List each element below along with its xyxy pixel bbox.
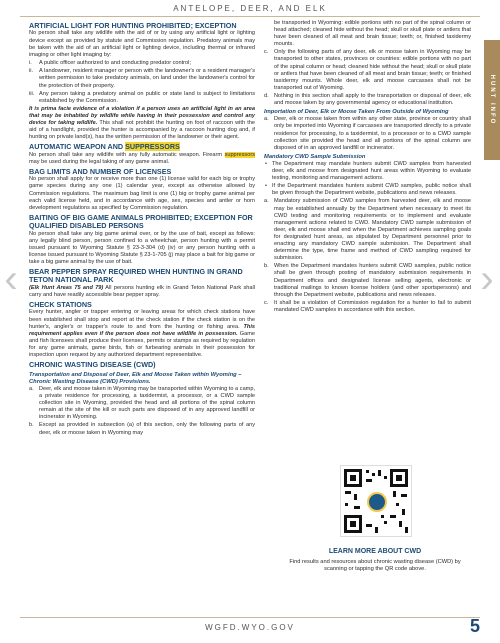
bullet-item: • If the Department mandates hunters submit CWD samples, public notice shall be given through the Department website, publications and news releases. [264,183,471,197]
next-page-arrow-icon[interactable]: › [480,257,494,301]
subheading: Transportation and Disposal of Deer, Elk and Moose Taken within Wyoming – Chronic Wasting Disease (CWD) Provisions. [29,371,242,385]
footer-url[interactable]: WGFD.WYO.GOV [205,623,295,632]
bullet-item: • The Department may mandate hunters submit CWD samples from harvested deer, elk and moose from designated hunt areas within Wyoming to evaluate testing, monitoring and management actions. [264,161,471,182]
list-item: c. Only the following parts of any deer, elk or moose taken in Wyoming may be transported to other states, provinces or countries: edible portions with no part of the spinal column or head; cleaned hide without the head; skull or skull plate or antlers that have been cleaned of all meat and brain tissue; teeth; or finished taxidermy mounts. Whole deer, elk and moose carcasses shall not be transported out of Wyoming. [264,49,471,91]
section-heading-check-stations: CHECK STATIONS [29,300,92,310]
list-item: a. Deer, elk or moose taken from within any other state, province or country shall only be imported into Wyoming if carcasses are transported directly to a private residence for processing, to a taxidermist, to a processor or to a CWD sample collection site provided the head and all portions of the spinal column are disposed of in an approved landfill or incinerator. [264,116,471,151]
wgfd-badge-icon [367,492,387,512]
list-item: c. It shall be a violation of Commission regulation for a hunter to fail to submit mandated CWD samples in accordance with this section. [264,299,471,313]
previous-page-arrow-icon[interactable]: ‹ [4,257,18,301]
paragraph: No person shall take any wildlife with any fully automatic weapon. Firearm suppressors may be used during the legal taking of any game animal. [29,151,255,165]
qr-code-image[interactable] [340,465,412,537]
highlighted-text: SUPPRESSORS [125,142,180,152]
page-number: 5 [469,616,480,636]
subheading-importation: Importation of Deer, Elk or Moose Taken From Outside of Wyoming [264,109,449,116]
section-heading-automatic-weapon: AUTOMATIC WEAPON AND SUPPRESSORS [29,142,180,152]
footer-divider [20,617,480,618]
section-heading-cwd: CHRONIC WASTING DISEASE (CWD) [29,360,156,370]
header-divider [20,16,480,17]
paragraph: No person shall take any big game animal over, or by the use of bait, except as follows: any legally blind person, person confined to a wheelchair, person hunting with a permit issued pursuant to Wyoming Statute § 23-3-304 (d) (iv) or any person hunting with a license issued pursuant to Wyoming Statute § 23-1-705 (j) may place a bait for big game or take a big game animal by the use of bait. [29,230,255,265]
list-item: a. Mandatory submission of CWD samples from harvested deer, elk and moose may be established annually by the Department when necessary to meet its CWD testing and monitoring requirements or to implement and evaluate management actions related to CWD. Mandatory CWD sample submission of deer, elk and moose shall end when the Department achieves sampling goals for designated hunt areas, as stipulated by Department personnel prior to enacting any mandatory CWD sample submission. The Department shall determine the type, time frame and method of CWD sampling required for submission. [264,198,471,262]
cwd-box-title: LEARN MORE ABOUT CWD [328,548,422,555]
list-item: ii. A landowner, resident manager or person with the landowner's or a resident manager's written permission to take predatory animals, on land under the landowner's control for the protection of their property. [29,68,255,89]
list-item-continued: be transported in Wyoming: edible portions with no part of the spinal column or head attached; cleaned hide without the head; skull or skull plate or antlers that have been cleaned of all meat and brain tissue; teeth; or, finished taxidermy mounts. [274,20,471,48]
right-column [264,20,471,315]
paragraph: No person shall take any wildlife with the aid of or by using any artificial light or lighting device except as provided by statute and Commission regulation. Predatory animals may be taken with the aid of an artificial light or lighting device, including thermal or infrared imaging or other light imaging by: [29,30,255,58]
cwd-box-description: Find results and resources about chronic wasting disease (CWD) by scanning or tapping the QR code above. [289,559,461,572]
section-heading-baiting: BAITING OF BIG GAME ANIMALS PROHIBITED; EXCEPTION FOR QUALIFIED DISABLED PERSONS [29,212,253,231]
list-item: b. Except as provided in subsection (a) of this section, only the following parts of any deer, elk or moose taken in Wyoming may [29,422,255,436]
list-item: b. When the Department mandates hunters submit CWD samples, public notice shall be given through posting of mandatory submission requirements in Department offices and designated license selling agents, electronic or traditional mailings to known license holders (and other sportspersons) and through the Department website, publications and news releases. [264,263,471,298]
section-heading-bag-limits: BAG LIMITS AND NUMBER OF LICENSES [29,166,172,176]
list-item: d. Nothing in this section shall apply to the transportation or disposal of deer, elk and moose taken by any governmental agency or educational institution. [264,92,471,107]
list-item: iii. Any person taking a predatory animal on public or state land is subject to limitations established by the Commission. [29,90,255,104]
highlighted-text: suppressors [224,151,255,158]
subheading-mandatory-cwd: Mandatory CWD Sample Submission [264,153,366,160]
left-column [29,20,255,438]
section-heading-bear-spray: BEAR PEPPER SPRAY REQUIRED WHEN HUNTING IN GRAND TETON NATIONAL PARK [29,267,243,285]
paragraph: Every hunter, angler or trapper entering or leaving areas for which check stations have been established shall stop and report at the check station if the check station is on the hunter's, angler's or trapper's route to and from the hunting or fishing area. This requirement applies even if the person does not have wildlife in possession. Game and fish licensees shall produce their licenses, permits or stamps as required by regulation for any game animals, game birds, fish or furbearing animals in their possession for inspection upon request by any authorized department representative. [29,309,255,359]
side-tab-hunt-info[interactable] [484,40,500,160]
list-item: a. Deer, elk and moose taken in Wyoming may be transported within Wyoming to a camp, a private residence for processing, a taxidermist, a processor, or a CWD sample collection site in Wyoming, provided the head and all portions of the spinal column remain at the site of the kill or such parts are disposed of in any approved landfill or incinerator in Wyoming. [29,385,255,421]
section-heading-artificial-light: ARTIFICIAL LIGHT FOR HUNTING PROHIBITED; EXCEPTION [29,21,237,30]
paragraph: No person shall apply for or receive more than one (1) license valid for each big or trophy game species during any one (1) calendar year, except as otherwise allowed by Commission regulations. The maximum bag limit is one (1) big or trophy game animal per each valid license held, and in accordance with age, sex, species and antler or horn development regulations as specified by Commission regulation. [29,176,255,211]
paragraph: (Elk Hunt Areas 75 and 79) All persons hunting elk in Grand Teton National Park shall carry and have readily accessible bear pepper spray. [29,284,255,298]
side-tab-label: HUNT INFO [489,74,495,126]
paragraph: It is prima facie evidence of a violation if a person uses an artificial light in an area that may be inhabited by wildlife while having in their possession and control any device for taking wildlife. This shall not prohibit the hunting on foot of raccoon with the aid of a handlight, provided the hunter is accompanied by a raccoon hunting dog and, if hunting on private land(s), has the written permission of the landowner or their agent. [29,105,256,141]
list-item: i. A public officer authorized to and conducting predator control; [29,60,191,67]
page-header-title: ANTELOPE, DEER, AND ELK [173,4,327,13]
